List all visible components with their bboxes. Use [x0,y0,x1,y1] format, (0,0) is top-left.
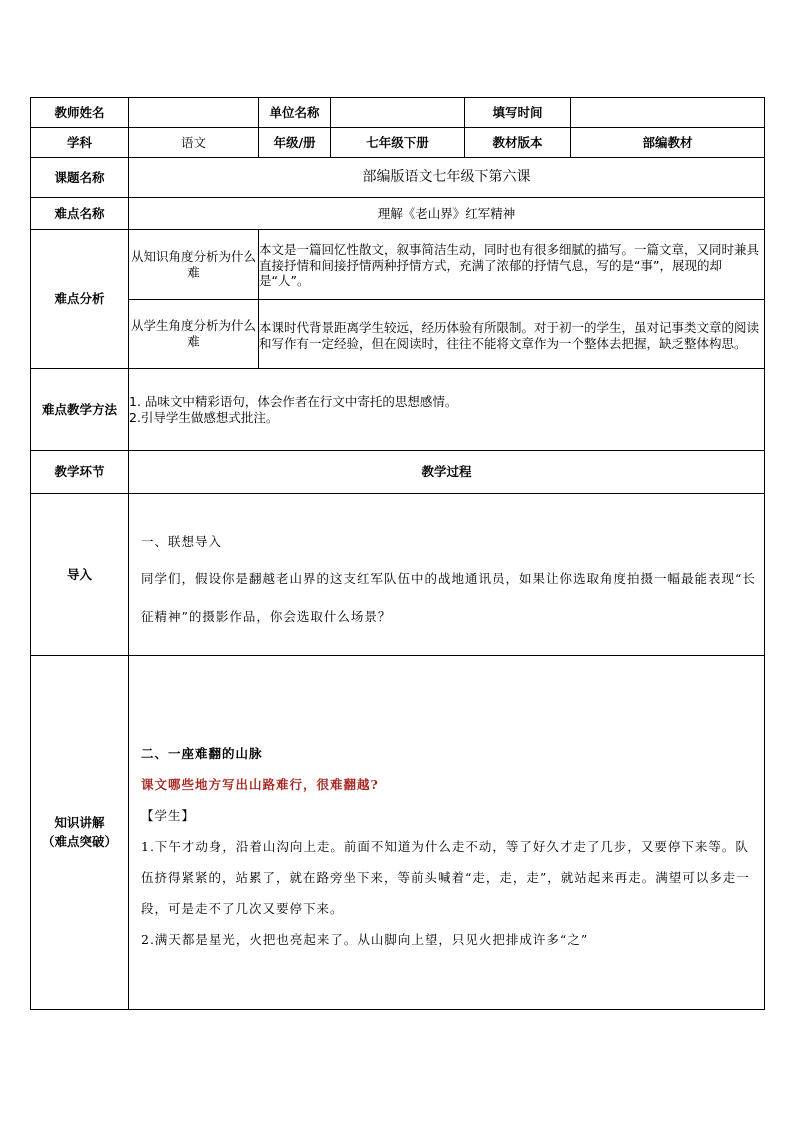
intro-content [129,494,765,656]
grade-value: 七年级下册 [331,128,465,158]
subject-value: 语文 [129,128,259,158]
difficulty-analysis-label: 难点分析 [31,230,129,369]
info-row-1 [31,98,765,128]
knowledge-paragraph-2: 2.满天都是星光，火把也亮起来了。从山脚向上望，只见火把排成许多“之” [141,932,589,947]
info-row-2 [31,128,765,158]
knowledge-angle-text: 本文是一篇回忆性散文，叙事简洁生动，同时也有很多细腻的描写。一篇文章，又同时兼具直接抒情和间接抒情两种抒情方式，充满了浓郁的抒情气息，写的是“事”，展现的却是“人”。 [259,230,765,300]
method-item-2: 2.引导学生做感想式批注。 [129,409,279,425]
knowledge-heading: 二、一座难翻的山脉 [141,746,263,761]
unit-name-label: 单位名称 [259,98,331,128]
knowledge-question: 课文哪些地方写出山路难行，很难翻越? [141,777,379,792]
difficulty-row [31,198,765,230]
fill-date-value[interactable] [571,98,765,128]
analysis-student-row [31,300,765,369]
fill-date-label: 填写时间 [465,98,571,128]
edition-value: 部编教材 [571,128,765,158]
teaching-method-label: 难点教学方法 [31,369,129,451]
method-item-1: 1. 品味文中精彩语句，体会作者在行文中寄托的思想感情。 [129,393,458,409]
student-tag: 【学生】 [141,808,196,823]
intro-text: 同学们，假设你是翻越老山界的这支红军队伍中的战地通讯员，如果让你选取角度拍摄一幅最能表现“长征精神”的摄影作品，你会选取什么场景？ [141,570,756,624]
intro-stage-label: 导入 [31,494,129,656]
teacher-name-label: 教师姓名 [31,98,129,128]
intro-row [31,494,765,656]
edition-label: 教材版本 [465,128,571,158]
knowledge-label-line2: （难点突破） [41,833,117,849]
knowledge-content [129,656,765,1010]
teaching-stage-header: 教学环节 [31,451,129,494]
unit-name-value[interactable] [331,98,465,128]
knowledge-row [31,656,765,1010]
knowledge-paragraph-1: 1.下午才动身，沿着山沟向上走。前面不知道为什么走不动，等了好久才走了几步，又要停下来等。队伍挤得紧紧的，站累了，就在路旁坐下来，等前头喊着“走，走，走”，就站起来再走。满望可以多走一段，可是走不了几次又要停下来。 [141,839,750,916]
difficulty-name-label: 难点名称 [31,198,129,230]
student-angle-label: 从学生角度分析为什么难 [129,300,259,369]
lesson-plan-table [30,97,765,1010]
knowledge-label-line1: 知识讲解 [54,814,105,830]
methods-row [31,369,765,451]
teaching-process-header: 教学过程 [129,451,765,494]
lesson-title-label: 课题名称 [31,158,129,198]
knowledge-stage-label [31,656,129,1010]
subject-label: 学科 [31,128,129,158]
teacher-name-value[interactable] [129,98,259,128]
teaching-method-list [129,369,765,451]
process-header-row [31,451,765,494]
knowledge-angle-label: 从知识角度分析为什么难 [129,230,259,300]
intro-heading: 一、联想导入 [141,533,223,549]
lesson-row [31,158,765,198]
lesson-title-value: 部编版语文七年级下第六课 [129,158,765,198]
analysis-knowledge-row [31,230,765,300]
difficulty-name-value: 理解《老山界》红军精神 [129,198,765,230]
student-angle-text: 本课时代背景距离学生较远，经历体验有所限制。对于初一的学生，虽对记事类文章的阅读和写作有一定经验，但在阅读时，往往不能将文章作为一个整体去把握，缺乏整体构思。 [259,300,765,369]
grade-label: 年级/册 [259,128,331,158]
